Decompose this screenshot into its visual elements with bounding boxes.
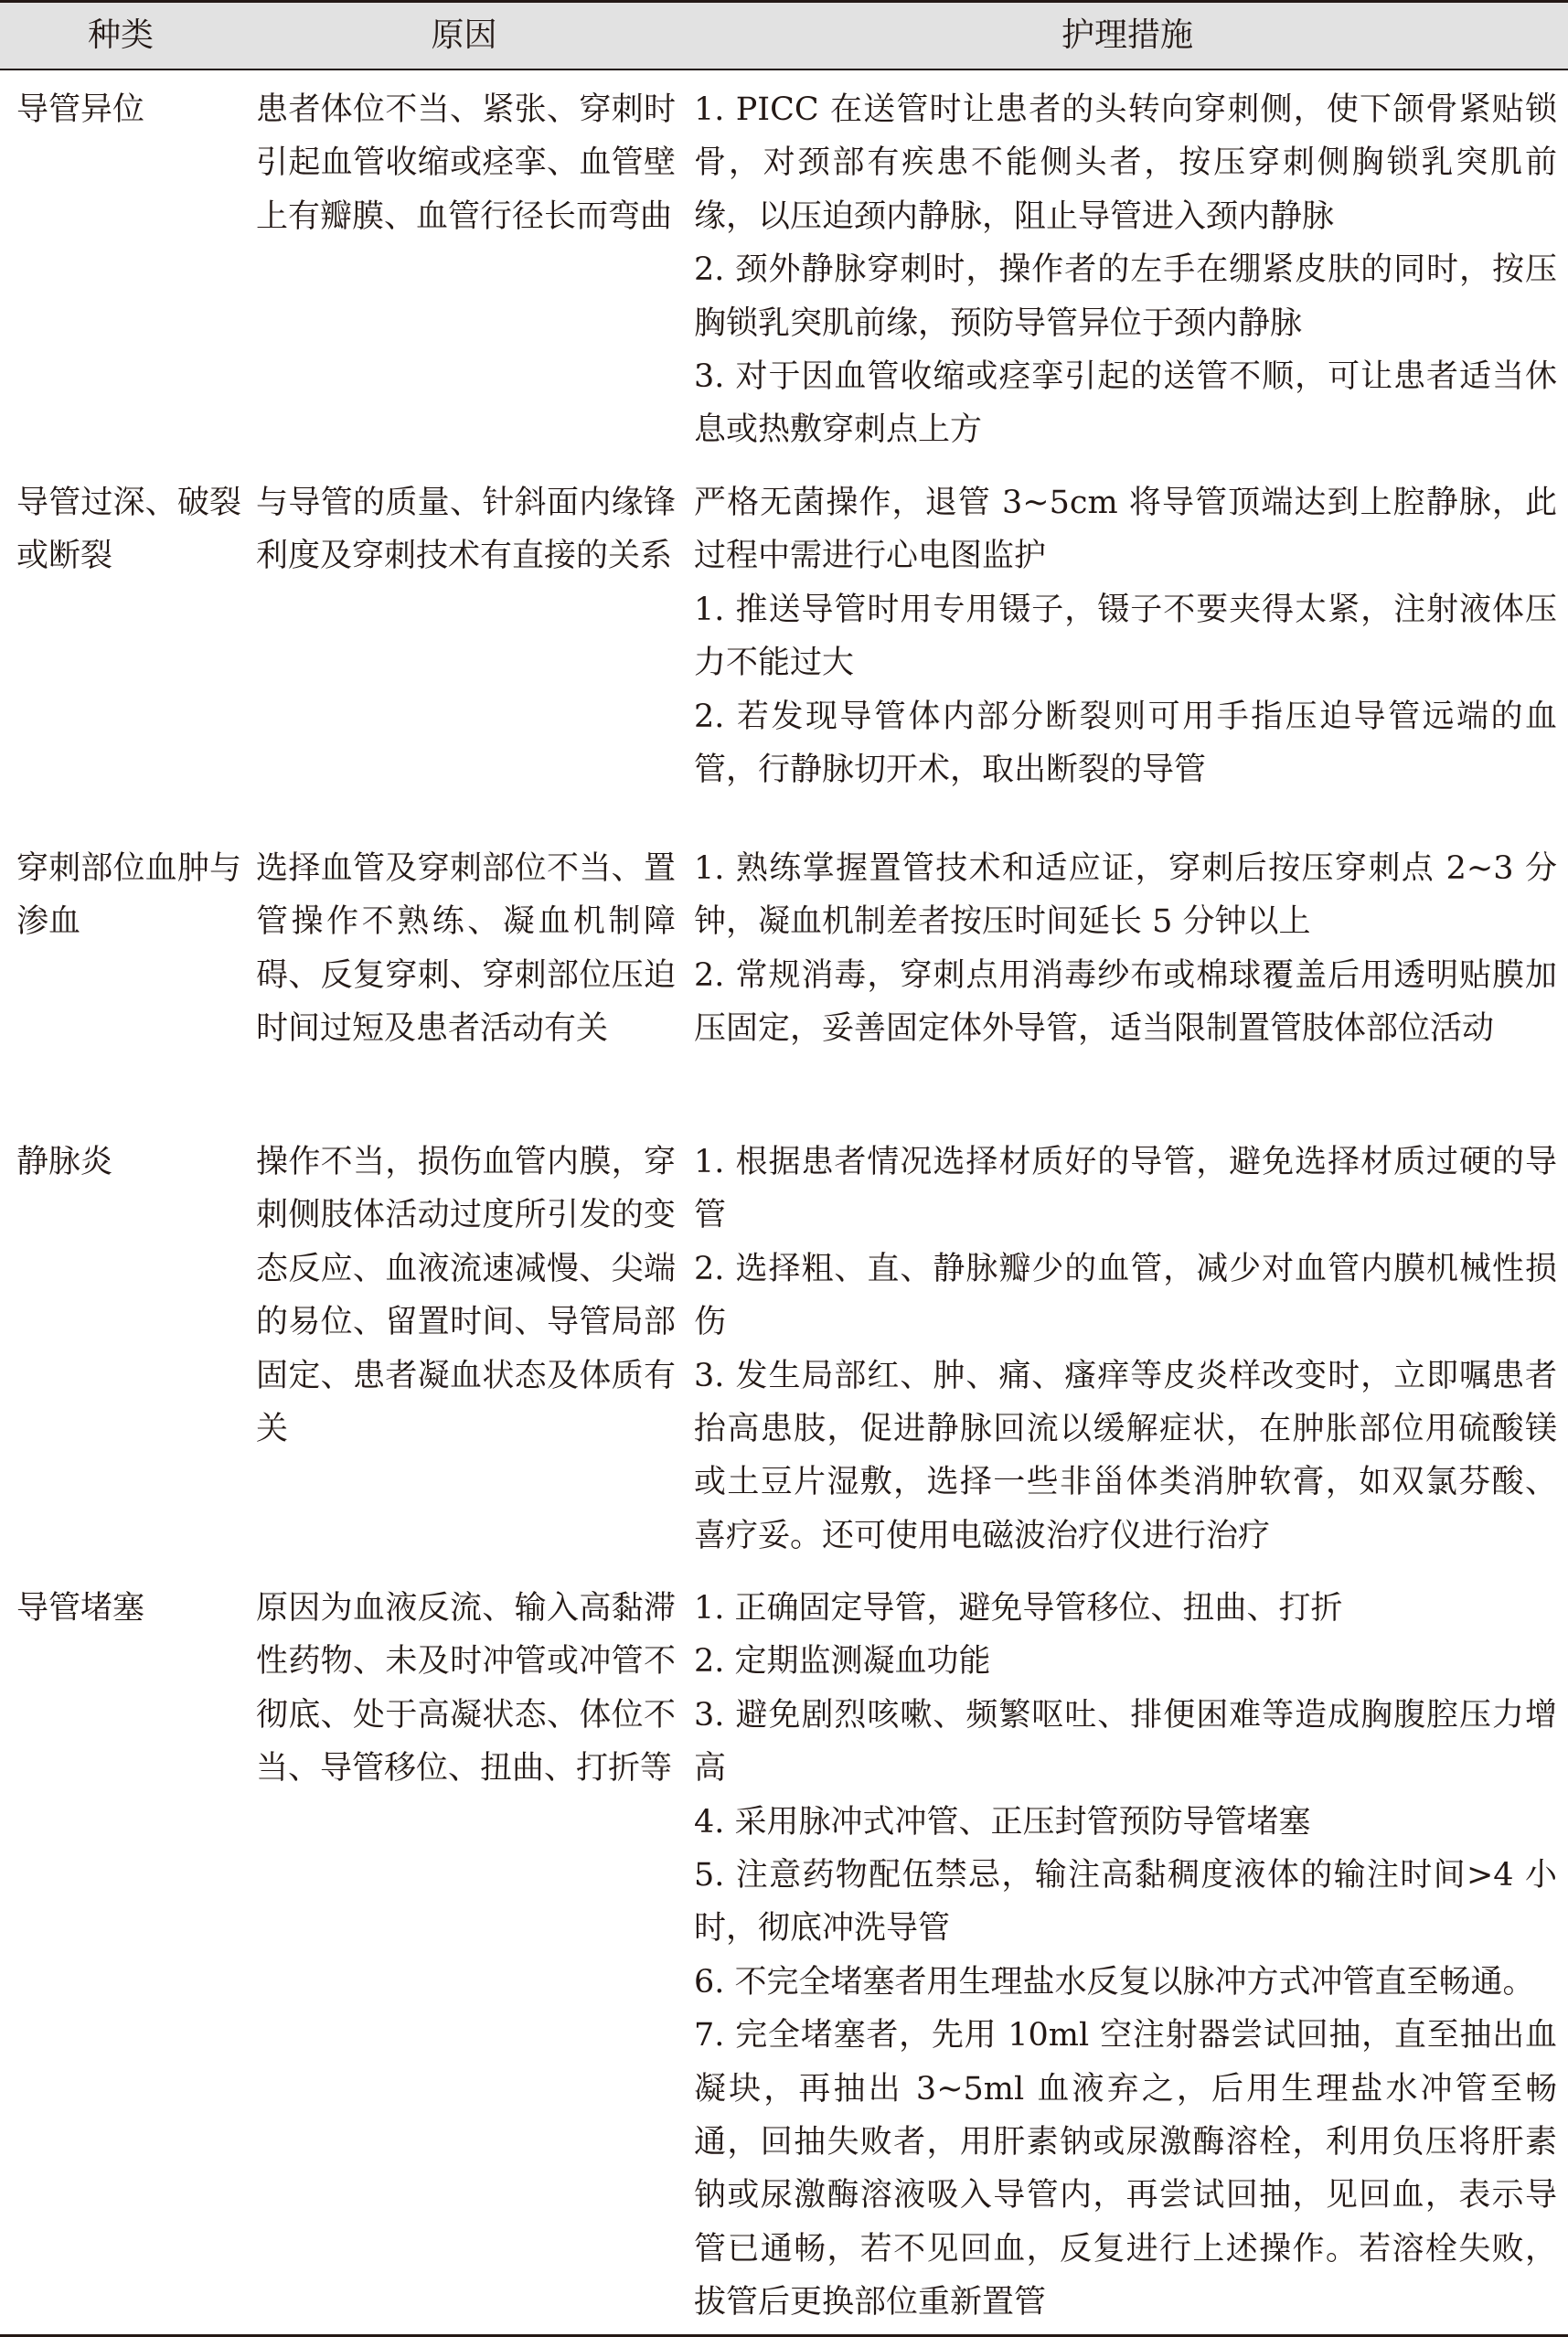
measure-item: 3. 避免剧烈咳嗽、频繁呕吐、排便困难等造成胸腹腔压力增高: [694, 1696, 1557, 1787]
measure-item: 7. 完全堵塞者，先用 10ml 空注射器尝试回抽，直至抽出血凝块，再抽出 3~5ml 血液弃之，后用生理盐水冲管至畅通，回抽失败者，用肝素钠或尿激酶溶栓，利用负压将肝素钠或尿激酶溶液吸入导管内，再尝试回抽，见回血，表示导管已通畅，若不见回血，反复进行上述操作。若溶栓失败，拔管后更换部位重新置管: [694, 2017, 1557, 2321]
measure-item: 3. 对于因血管收缩或痉挛引起的送管不顺，可让患者适当休息或热敷穿刺点上方: [694, 358, 1557, 449]
row-measures: [687, 69, 1568, 464]
measure-item: 1. 根据患者情况选择材质好的导管，避免选择材质过硬的导管: [694, 1144, 1557, 1234]
row-cause: 与导管的质量、针斜面内缘锋利度及穿刺技术有直接的关系: [256, 485, 676, 575]
measure-item: 严格无菌操作，退管 3~5cm 将导管顶端达到上腔静脉，此过程中需进行心电图监护: [694, 485, 1557, 575]
row-cause: 患者体位不当、紧张、穿刺时引起血管收缩或痉挛、血管壁上有瓣膜、血管行径长而弯曲: [256, 91, 676, 235]
row-cause: 操作不当，损伤血管内膜，穿刺侧肢体活动过度所引发的变态反应、血液流速减慢、尖端的易位、留置时间、导管局部固定、患者凝血状态及体质有关: [256, 1144, 676, 1448]
table-header-row: [0, 2, 1568, 70]
measure-item: 2. 若发现导管体内部分断裂则可用手指压迫导管远端的血管，行静脉切开术，取出断裂的导管: [694, 698, 1557, 789]
row-measures: [687, 829, 1568, 1123]
table-row: [0, 1569, 1568, 2336]
header-type: 种类: [0, 2, 241, 70]
measure-item: 2. 常规消毒，穿刺点用消毒纱布或棉球覆盖后用透明贴膜加压固定，妥善固定体外导管，适当限制置管肢体部位活动: [694, 956, 1557, 1048]
row-type: 静脉炎: [16, 1144, 113, 1180]
measure-item: 2. 颈外静脉穿刺时，操作者的左手在绷紧皮肤的同时，按压胸锁乳突肌前缘，预防导管异位于颈内静脉: [694, 251, 1557, 342]
header-cause: 原因: [241, 2, 687, 70]
row-type: 导管过深、破裂或断裂: [16, 485, 241, 575]
measure-item: 4. 采用脉冲式冲管、正压封管预防导管堵塞: [694, 1803, 1311, 1841]
row-measures: [687, 1123, 1568, 1569]
measure-item: 3. 发生局部红、肿、痛、瘙痒等皮炎样改变时，立即嘱患者抬高患肢，促进静脉回流以缓解症状，在肿胀部位用硫酸镁或土豆片湿敷，选择一些非甾体类消肿软膏，如双氯芬酸、喜疗妥。还可使用电磁波治疗仪进行治疗: [694, 1357, 1557, 1554]
measure-item: 5. 注意药物配伍禁忌，输注高黏稠度液体的输注时间>4 小时，彻底冲洗导管: [694, 1857, 1557, 1948]
measure-item: 1. 正确固定导管，避免导管移位、扭曲、打折: [694, 1590, 1343, 1627]
row-type: 导管堵塞: [0, 1569, 241, 2336]
row-cause: 选择血管及穿刺部位不当、置管操作不熟练、凝血机制障碍、反复穿刺、穿刺部位压迫时间过短及患者活动有关: [256, 850, 676, 1048]
measure-item: 6. 不完全堵塞者用生理盐水反复以脉冲方式冲管直至畅通。: [694, 1963, 1535, 2001]
row-measures: [687, 464, 1568, 829]
row-type: 导管异位: [16, 91, 145, 128]
table-row: [0, 829, 1568, 1123]
table-row: [0, 464, 1568, 829]
row-measures: [687, 1569, 1568, 2336]
table-row: [0, 69, 1568, 464]
measure-item: 1. PICC 在送管时让患者的头转向穿刺侧，使下颌骨紧贴锁骨，对颈部有疾患不能侧头者，按压穿刺侧胸锁乳突肌前缘，以压迫颈内静脉，阻止导管进入颈内静脉: [694, 91, 1557, 235]
table-row: [0, 1123, 1568, 1569]
row-type: 穿刺部位血肿与渗血: [16, 850, 241, 941]
measure-item: 1. 熟练掌握置管技术和适应证，穿刺后按压穿刺点 2~3 分钟，凝血机制差者按压时间延长 5 分钟以上: [694, 850, 1557, 941]
measure-item: 2. 定期监测凝血功能: [694, 1643, 991, 1681]
row-cause: 原因为血液反流、输入高黏滞性药物、未及时冲管或冲管不彻底、处于高凝状态、体位不当、导管移位、扭曲、打折等: [241, 1569, 687, 2336]
measure-item: 2. 选择粗、直、静脉瓣少的血管，减少对血管内膜机械性损伤: [694, 1250, 1557, 1341]
measure-item: 1. 推送导管时用专用镊子，镊子不要夹得太紧，注射液体压力不能过大: [694, 591, 1557, 682]
header-measures: 护理措施: [687, 2, 1568, 70]
